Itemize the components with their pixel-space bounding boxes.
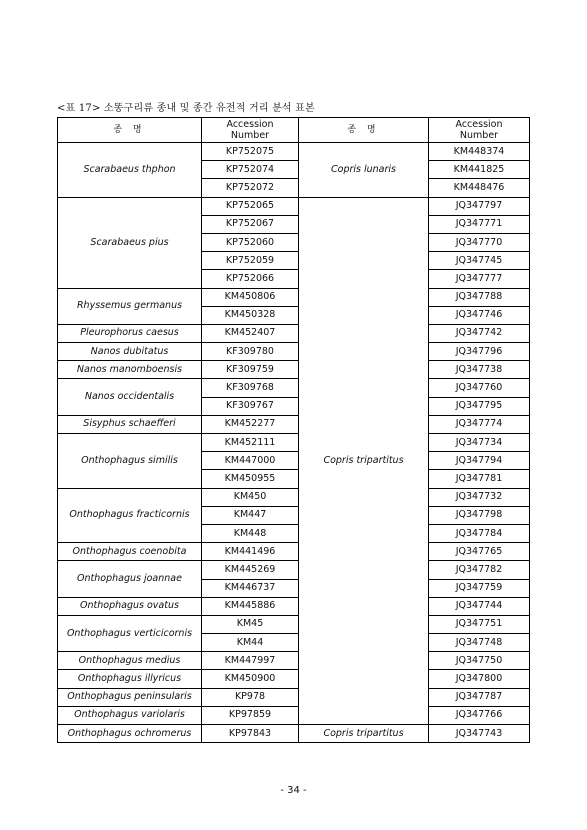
species-name-cell: Nanos occidentalis — [58, 379, 202, 415]
species-name-cell: Onthophagus illyricus — [58, 670, 202, 688]
species-name-cell: Onthophagus ovatus — [58, 597, 202, 615]
table-row — [58, 197, 530, 215]
second-accession-number-cell: JQ347743 — [429, 725, 530, 743]
second-species-name-cell: Copris lunaris — [299, 143, 429, 198]
second-accession-number-cell: JQ347748 — [429, 634, 530, 652]
species-name-cell: Scarabaeus thphon — [58, 143, 202, 198]
species-name-cell: Pleurophorus caesus — [58, 324, 202, 342]
second-accession-number-cell: JQ347738 — [429, 361, 530, 379]
second-accession-number-cell: JQ347794 — [429, 452, 530, 470]
second-accession-number-cell: JQ347788 — [429, 288, 530, 306]
accession-number-cell: KM450955 — [202, 470, 299, 488]
table-row — [58, 434, 530, 452]
accession-number-cell: KM45 — [202, 615, 299, 633]
table-row — [58, 379, 530, 397]
accession-number-cell: KP752059 — [202, 252, 299, 270]
table-caption: <표 17> 소똥구리류 종내 및 종간 유전적 거리 분석 표본 — [57, 103, 315, 114]
second-accession-number-cell: JQ347751 — [429, 615, 530, 633]
species-name-cell: Onthophagus variolaris — [58, 706, 202, 724]
accession-number-cell: KM447997 — [202, 652, 299, 670]
second-accession-number-cell: JQ347781 — [429, 470, 530, 488]
table-row — [58, 561, 530, 579]
species-name-cell: Rhyssemus germanus — [58, 288, 202, 324]
table-row — [58, 615, 530, 633]
second-accession-number-cell: JQ347765 — [429, 543, 530, 561]
species-name-cell: Onthophagus peninsularis — [58, 688, 202, 706]
table-row — [58, 361, 530, 379]
second-accession-number-cell: JQ347745 — [429, 252, 530, 270]
second-accession-number-cell: KM448374 — [429, 143, 530, 161]
second-accession-number-cell: KM441825 — [429, 161, 530, 179]
table-row — [58, 652, 530, 670]
second-accession-number-cell: JQ347774 — [429, 415, 530, 433]
accession-number-cell: KM450900 — [202, 670, 299, 688]
species-name-cell: Onthophagus medius — [58, 652, 202, 670]
accession-number-cell: KM445886 — [202, 597, 299, 615]
accession-number-cell: KP752072 — [202, 179, 299, 197]
header-species-2: 종 명 — [299, 118, 429, 143]
accession-number-cell: KP97859 — [202, 706, 299, 724]
table-row — [58, 143, 530, 161]
accession-number-cell: KM452111 — [202, 434, 299, 452]
second-accession-number-cell: JQ347750 — [429, 652, 530, 670]
table-row — [58, 670, 530, 688]
accession-number-cell: KM446737 — [202, 579, 299, 597]
header-species-1: 종 명 — [58, 118, 202, 143]
second-accession-number-cell: JQ347800 — [429, 670, 530, 688]
accession-number-cell: KF309767 — [202, 397, 299, 415]
accession-number-cell: KP752074 — [202, 161, 299, 179]
table-row — [58, 415, 530, 433]
second-accession-number-cell: JQ347770 — [429, 233, 530, 251]
species-name-cell: Onthophagus ochromerus — [58, 725, 202, 743]
accession-number-cell: KF309780 — [202, 343, 299, 361]
accession-number-cell: KP978 — [202, 688, 299, 706]
species-name-cell: Nanos manomboensis — [58, 361, 202, 379]
second-species-name-cell: Copris tripartitus — [299, 197, 429, 724]
species-name-cell: Sisyphus schaefferi — [58, 415, 202, 433]
accession-number-cell: KP752066 — [202, 270, 299, 288]
header-accession-2: Accession Number — [429, 118, 530, 143]
table-row — [58, 706, 530, 724]
table-header-row — [58, 118, 530, 143]
second-accession-number-cell: JQ347742 — [429, 324, 530, 342]
second-accession-number-cell: JQ347759 — [429, 579, 530, 597]
species-name-cell: Onthophagus similis — [58, 434, 202, 489]
accession-number-cell: KP752067 — [202, 215, 299, 233]
accession-number-cell: KP752075 — [202, 143, 299, 161]
accession-number-cell: KM452277 — [202, 415, 299, 433]
accession-number-cell: KM441496 — [202, 543, 299, 561]
accession-number-cell: KM452407 — [202, 324, 299, 342]
accession-number-cell: KM447 — [202, 506, 299, 524]
second-accession-number-cell: JQ347760 — [429, 379, 530, 397]
accession-number-cell: KM448 — [202, 524, 299, 542]
second-accession-number-cell: JQ347797 — [429, 197, 530, 215]
accession-number-cell: KM450328 — [202, 306, 299, 324]
second-accession-number-cell: JQ347796 — [429, 343, 530, 361]
accession-number-cell: KF309759 — [202, 361, 299, 379]
accession-number-cell: KP752065 — [202, 197, 299, 215]
second-accession-number-cell: JQ347784 — [429, 524, 530, 542]
specimen-table — [57, 117, 530, 743]
second-accession-number-cell: JQ347734 — [429, 434, 530, 452]
second-species-name-cell: Copris tripartitus — [299, 725, 429, 743]
species-name-cell: Onthophagus verticicornis — [58, 615, 202, 651]
accession-number-cell: KP97843 — [202, 725, 299, 743]
second-accession-number-cell: JQ347732 — [429, 488, 530, 506]
species-name-cell: Onthophagus coenobita — [58, 543, 202, 561]
accession-number-cell: KP752060 — [202, 233, 299, 251]
table-row — [58, 543, 530, 561]
species-name-cell: Onthophagus fracticornis — [58, 488, 202, 543]
header-accession-1: Accession Number — [202, 118, 299, 143]
species-name-cell: Scarabaeus pius — [58, 197, 202, 288]
second-accession-number-cell: KM448476 — [429, 179, 530, 197]
second-accession-number-cell: JQ347787 — [429, 688, 530, 706]
accession-number-cell: KF309768 — [202, 379, 299, 397]
second-accession-number-cell: JQ347798 — [429, 506, 530, 524]
table-row — [58, 288, 530, 306]
accession-number-cell: KM447000 — [202, 452, 299, 470]
accession-number-cell: KM450806 — [202, 288, 299, 306]
table-row — [58, 488, 530, 506]
table-row — [58, 324, 530, 342]
second-accession-number-cell: JQ347746 — [429, 306, 530, 324]
accession-number-cell: KM445269 — [202, 561, 299, 579]
species-name-cell: Onthophagus joannae — [58, 561, 202, 597]
species-name-cell: Nanos dubitatus — [58, 343, 202, 361]
second-accession-number-cell: JQ347777 — [429, 270, 530, 288]
second-accession-number-cell: JQ347795 — [429, 397, 530, 415]
accession-number-cell: KM44 — [202, 634, 299, 652]
second-accession-number-cell: JQ347782 — [429, 561, 530, 579]
second-accession-number-cell: JQ347771 — [429, 215, 530, 233]
table-row — [58, 343, 530, 361]
second-accession-number-cell: JQ347766 — [429, 706, 530, 724]
second-accession-number-cell: JQ347744 — [429, 597, 530, 615]
table-row — [58, 597, 530, 615]
table-row — [58, 688, 530, 706]
accession-number-cell: KM450 — [202, 488, 299, 506]
table-row — [58, 725, 530, 743]
page-number: - 34 - — [280, 785, 307, 796]
